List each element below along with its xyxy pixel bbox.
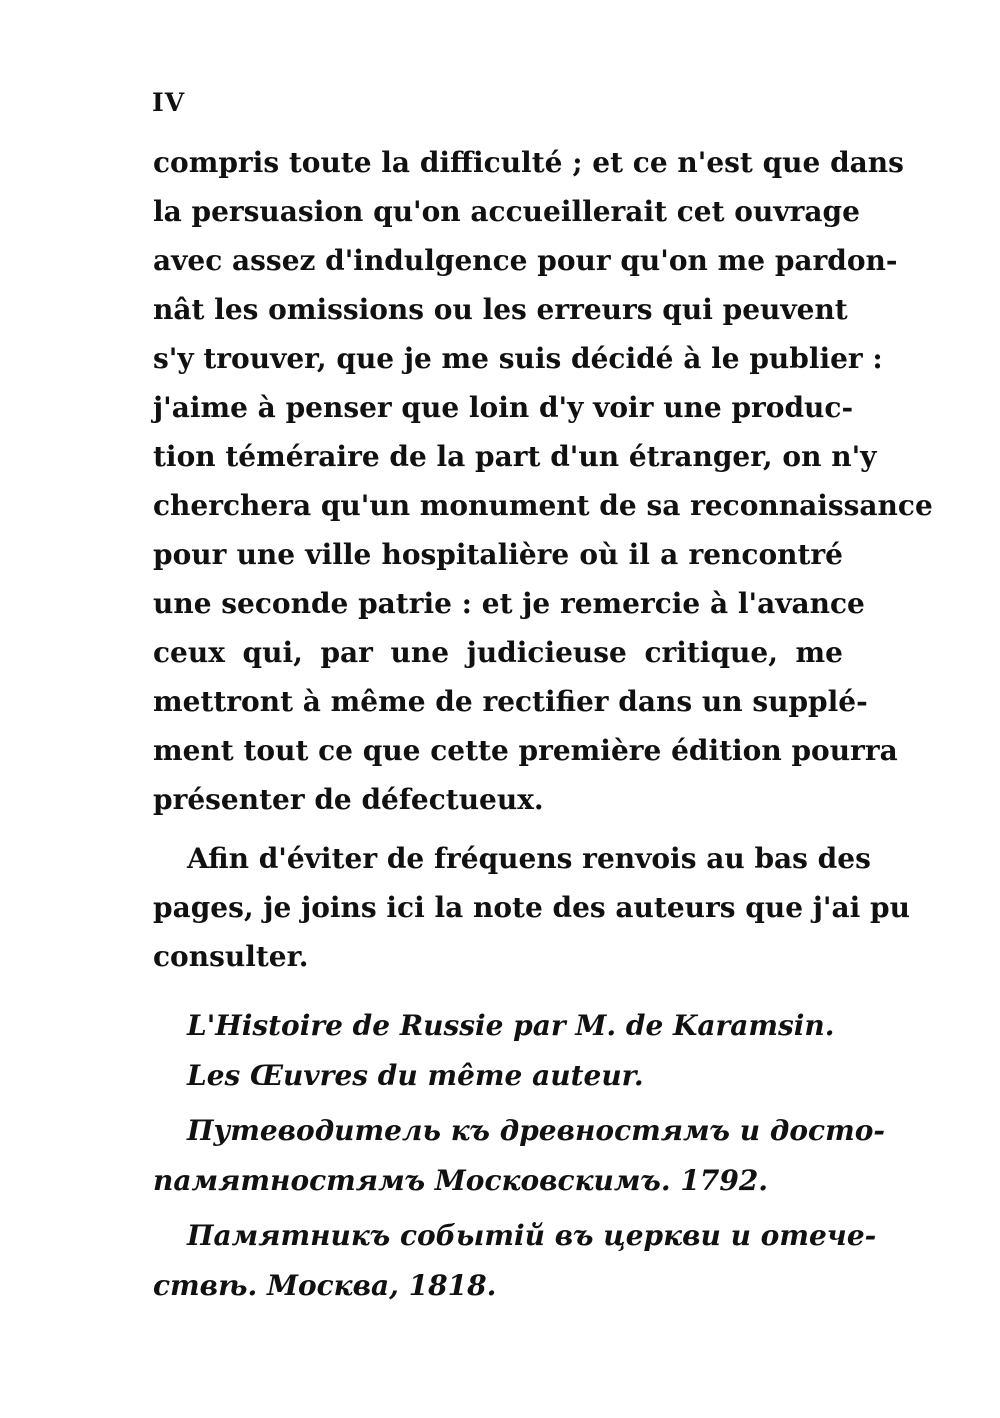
page-body [153,138,933,1311]
reference-item [153,1106,885,1206]
text-line: pages, je joins ici la note des auteurs que j'ai pu [153,891,910,924]
reference-line: L'Histoire de Russie par M. de Karamsin. [187,1009,835,1042]
reference-line: памятностямъ Московскимъ. 1792. [153,1164,769,1197]
text-line: avec assez d'indulgence pour qu'on me pardon- [153,244,898,277]
paragraph-sources-intro [153,834,910,981]
section-gap [153,981,843,1001]
reference-line: Les Œuvres du même auteur. [187,1059,644,1092]
paragraph-intro-continuation [153,138,933,824]
reference-line: ствѣ. Москва, 1818. [153,1269,497,1302]
text-line: présenter de défectueux. [153,783,544,816]
text-line: ceux qui, par une judicieuse critique, me [153,636,843,669]
text-line: nât les omissions ou les erreurs qui peuvent [153,293,848,326]
reference-line: Памятникъ событій въ церкви и отече- [187,1219,877,1252]
reference-item [153,1211,877,1311]
text-line: Afin d'éviter de fréquens renvois au bas des [187,842,871,875]
page-number: IV [152,88,186,117]
text-line: mettront à même de rectifier dans un supplé- [153,685,868,718]
reference-item [153,1051,843,1101]
reference-item [153,1001,843,1051]
text-line: s'y trouver, que je me suis décidé à le publier : [153,342,883,375]
text-line: consulter. [153,940,309,973]
text-line: une seconde patrie : et je remercie à l'avance [153,587,865,620]
reference-line: Путеводитель къ древностямъ и досто- [187,1114,885,1147]
text-line: la persuasion qu'on accueillerait cet ouvrage [153,195,860,228]
text-line: ment tout ce que cette première édition pourra [153,734,898,767]
text-line: compris toute la difficulté ; et ce n'est que dans [153,146,904,179]
text-line: pour une ville hospitalière où il a rencontré [153,538,843,571]
text-line: j'aime à penser que loin d'y voir une produc- [153,391,854,424]
reference-list [153,1001,885,1311]
text-line: cherchera qu'un monument de sa reconnaissance [153,489,933,522]
text-line: tion téméraire de la part d'un étranger, on n'y [153,440,877,473]
paragraph-gap [153,824,843,834]
